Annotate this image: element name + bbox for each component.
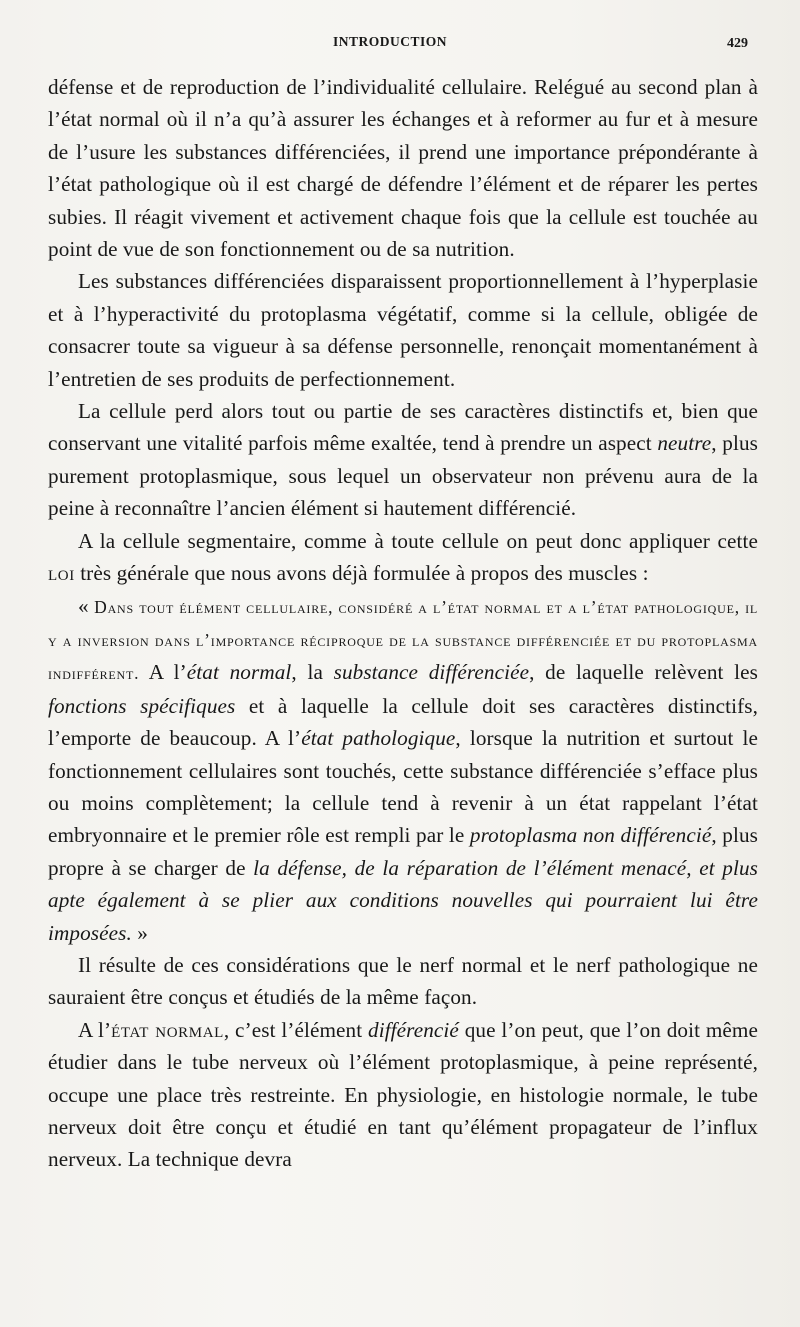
italic-substance-differenciee: substance différenciée	[333, 660, 530, 685]
paragraph-il-resulte: Il résulte de ces considérations que le nerf normal et le nerf pathologique ne sauraient être conçus et étudiés de la même façon.	[48, 952, 758, 1010]
italic-term-neutre: neutre	[657, 431, 712, 456]
quoted-law	[48, 590, 758, 949]
text-run: que l’on peut, que l’on doit même étudier dans le tube nerveux où l’élément protoplasmique, à peine représenté, occupe une place très restreinte. En physiologie, en histologie normale, le tube nerveux doit être conçu et étudié en tant qu’élément propagateur de l’influx nerveux. La technique devra	[48, 1017, 758, 1172]
italic-fonctions-specifiques: fonctions spécifiques	[48, 693, 236, 718]
small-caps-etat-normal: état normal	[111, 1017, 224, 1042]
small-caps-loi: loi	[48, 561, 75, 586]
running-title: INTRODUCTION	[333, 34, 448, 49]
paragraph-cellule-segmentaire	[48, 525, 758, 590]
paragraph-etat-normal	[48, 1014, 758, 1176]
text-run: A l’	[139, 660, 187, 685]
paragraph-continuation: défense et de reproduction de l’individualité cellulaire. Relégué au second plan à l’état normal où il n’a qu’à assurer les échanges et à reformer au fur et à mesure de l’usure les substances différenciées, il prend une importance prépondérante à l’état pathologique où il est chargé de défendre l’élément et de réparer les pertes subies. Il réagit vivement et activement chaque fois que la cellule est touchée au point de vue de son fonctionnement ou de sa nutrition.	[48, 75, 758, 262]
italic-etat-pathologique: état pathologique	[301, 726, 456, 751]
italic-defense: la défense, de la réparation de l’élément menacé, et plus apte également à se plier aux conditions nouvelles qui pourraient lui être imposées.	[48, 855, 758, 945]
law-statement-caps: Dans tout élément cellulaire, considéré a l’état normal et a l’état pathologique, il y a inversion dans l’importance réciproque de la substance différenciée et du protoplasma indifférent.	[48, 596, 759, 684]
running-head	[0, 34, 800, 54]
quote-close: »	[131, 920, 148, 945]
text-run: A la cellule segmentaire, comme à toute cellule on peut donc appliquer cette	[78, 528, 758, 553]
body-text	[48, 71, 758, 1176]
text-run: très générale que nous avons déjà formulée à propos des muscles :	[74, 561, 649, 586]
quote-open: «	[78, 593, 95, 618]
italic-differencie: différencié	[368, 1017, 459, 1042]
text-run: , la	[291, 660, 334, 685]
text-run: , c’est l’élément	[223, 1017, 369, 1042]
italic-etat-normal: état normal	[186, 660, 292, 685]
text-run: , de laquelle relèvent les	[529, 660, 758, 685]
text-run: , plus propre à se charger de	[48, 823, 758, 880]
text-run: La cellule perd alors tout ou partie de ses caractères distinctifs et, bien que conservant une vitalité parfois même exaltée, tend à prendre un aspect	[48, 399, 758, 456]
text-run: , lorsque la nutrition et surtout le fonctionnement cellulaires sont touchés, cette substance différenciée s’efface plus ou moins complètement; la cellule tend à revenir à un état rappelant l’état embryonnaire et le premier rôle est rempli par le	[48, 726, 758, 848]
text-run: et à laquelle la cellule doit ses caractères distinctifs, l’emporte de beaucoup. A l’	[48, 693, 758, 751]
paragraph-cellule-perd	[48, 395, 758, 525]
paragraph-substances: Les substances différenciées disparaissent proportionnellement à l’hyperplasie et à l’hyperactivité du protoplasma végétatif, comme si la cellule, obligée de consacrer toute sa vigueur à sa défense personnelle, renonçait momentanément à l’entretien de ses produits de perfectionnement.	[48, 269, 758, 391]
page-number: 429	[727, 36, 748, 51]
text-run: A l’	[78, 1017, 112, 1042]
text-run: , plus purement protoplasmique, sous lequel un observateur non prévenu aura de la peine à reconnaître l’ancien élément si hautement différencié.	[48, 431, 758, 521]
italic-protoplasma: protoplasma non différencié	[469, 823, 712, 848]
